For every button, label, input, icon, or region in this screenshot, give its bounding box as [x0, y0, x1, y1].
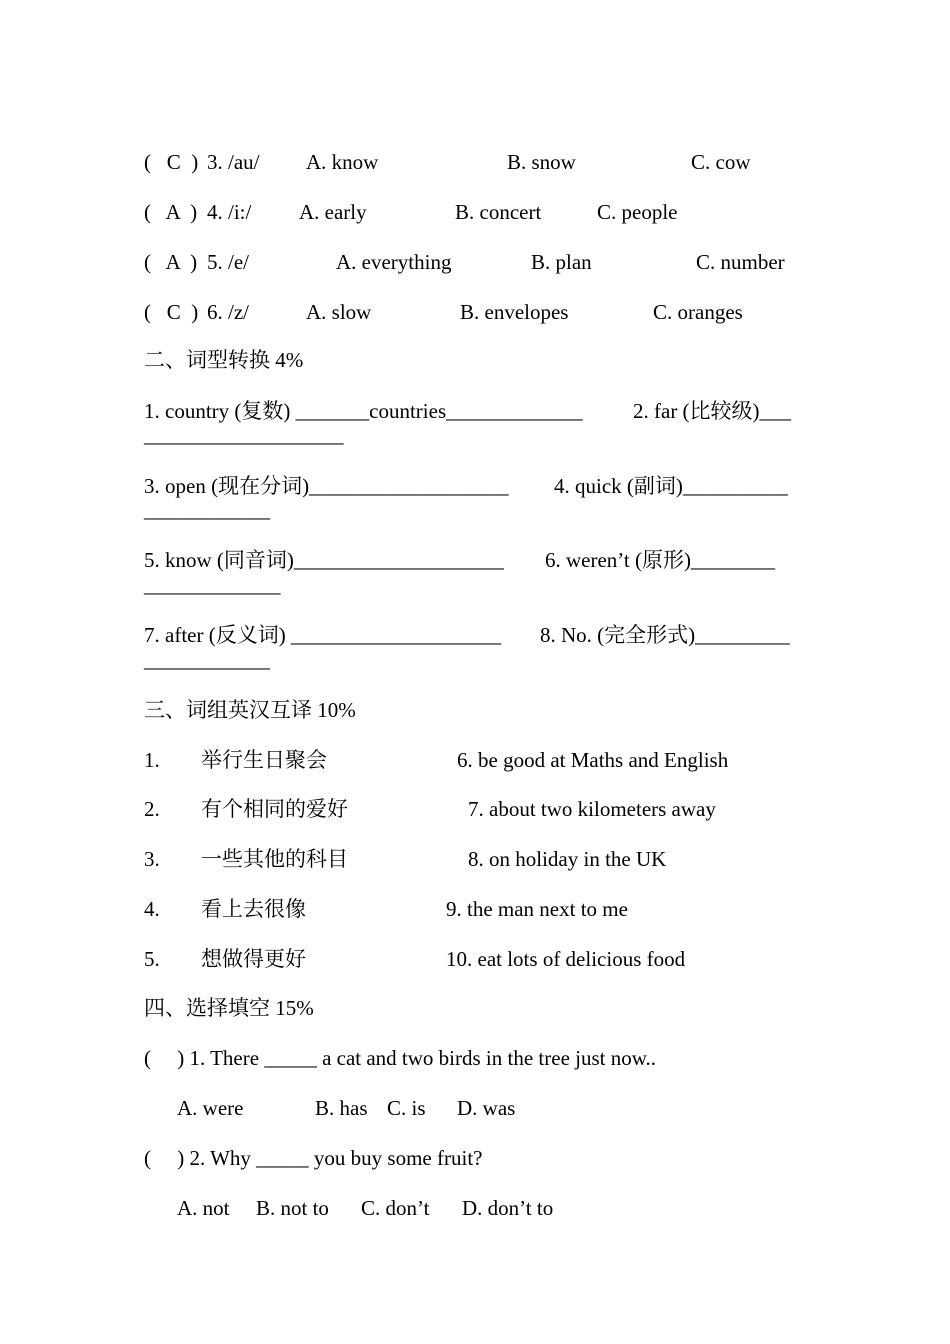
phrase-english: 8. on holiday in the UK: [468, 847, 667, 871]
choice-a: A. not: [177, 1196, 230, 1220]
conversion-item-5: 5. know (同音词)____________________: [144, 548, 504, 572]
answer-line: ____________: [144, 648, 270, 672]
section-title-translation: 三、词组英汉互译 10%: [144, 698, 356, 722]
conversion-item-1: 1. country (复数) _______countries_____________: [144, 399, 583, 423]
option-a: A. early: [299, 200, 367, 224]
question-text: 3. /au/: [207, 150, 260, 174]
choice-c: C. is: [387, 1096, 426, 1120]
phrase-number: 3.: [144, 847, 160, 871]
phrase-number: 4.: [144, 897, 160, 921]
phrase-english: 6. be good at Maths and English: [457, 748, 729, 772]
choice-a: A. were: [177, 1096, 244, 1120]
choice-b: B. has: [315, 1096, 368, 1120]
answer-paren: ( C ): [144, 150, 199, 174]
phrase-chinese: 看上去很像: [201, 897, 306, 921]
phrase-chinese: 想做得更好: [201, 947, 306, 971]
section-title-multiple-choice: 四、选择填空 15%: [144, 996, 314, 1020]
question-stem: ( ) 1. There _____ a cat and two birds in the tree just now..: [144, 1046, 657, 1070]
phrase-number: 1.: [144, 748, 160, 772]
phrase-chinese: 一些其他的科目: [201, 847, 348, 871]
answer-paren: ( A ): [144, 250, 198, 274]
answer-line: _____________: [144, 573, 281, 597]
question-text: 5. /e/: [207, 250, 249, 274]
conversion-item-8: 8. No. (完全形式)_________: [540, 623, 790, 647]
conversion-item-4: 4. quick (副词)__________: [554, 474, 788, 498]
phrase-english: 7. about two kilometers away: [468, 797, 716, 821]
choice-d: D. was: [457, 1096, 516, 1120]
option-c: C. cow: [691, 150, 751, 174]
option-a: A. slow: [306, 300, 372, 324]
option-a: A. know: [306, 150, 379, 174]
conversion-item-2: 2. far (比较级)___: [633, 399, 792, 423]
question-text: 4. /i:/: [207, 200, 252, 224]
phrase-chinese: 举行生日聚会: [201, 748, 327, 772]
phrase-number: 2.: [144, 797, 160, 821]
option-c: C. people: [597, 200, 678, 224]
phrase-english: 9. the man next to me: [446, 897, 628, 921]
phrase-number: 5.: [144, 947, 160, 971]
option-b: B. plan: [531, 250, 592, 274]
option-a: A. everything: [336, 250, 452, 274]
answer-paren: ( C ): [144, 300, 199, 324]
option-b: B. envelopes: [460, 300, 569, 324]
conversion-item-6: 6. weren’t (原形)________: [545, 548, 775, 572]
answer-paren: ( A ): [144, 200, 198, 224]
question-stem: ( ) 2. Why _____ you buy some fruit?: [144, 1146, 483, 1170]
section-title-word-forms: 二、词型转换 4%: [144, 348, 304, 372]
choice-c: C. don’t: [361, 1196, 430, 1220]
phrase-english: 10. eat lots of delicious food: [446, 947, 686, 971]
option-c: C. number: [696, 250, 785, 274]
choice-b: B. not to: [256, 1196, 329, 1220]
choice-d: D. don’t to: [462, 1196, 554, 1220]
answer-line: ___________________: [144, 423, 344, 447]
option-c: C. oranges: [653, 300, 743, 324]
option-b: B. snow: [507, 150, 576, 174]
option-b: B. concert: [455, 200, 542, 224]
conversion-item-3: 3. open (现在分词)___________________: [144, 474, 509, 498]
conversion-item-7: 7. after (反义词) ____________________: [144, 623, 501, 647]
question-text: 6. /z/: [207, 300, 249, 324]
phrase-chinese: 有个相同的爱好: [201, 797, 348, 821]
answer-line: ____________: [144, 498, 270, 522]
